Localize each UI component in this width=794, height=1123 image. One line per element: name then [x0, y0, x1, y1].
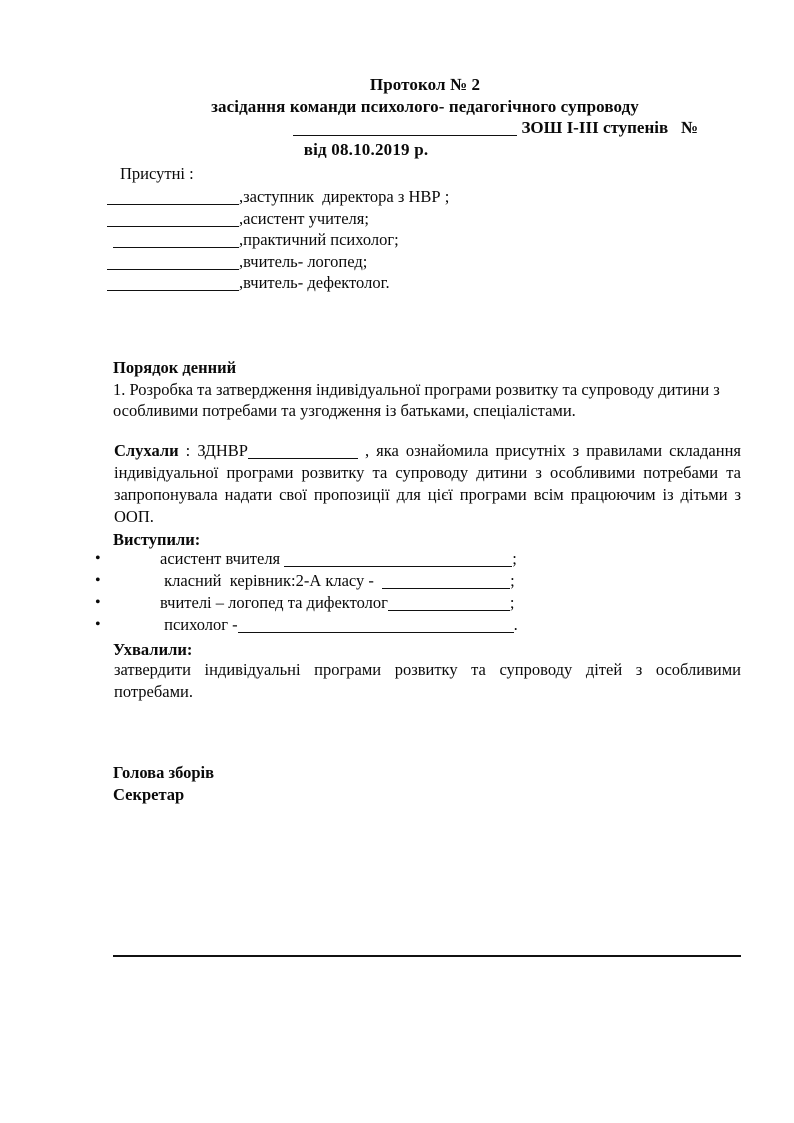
footer-divider [113, 955, 741, 957]
secretary-signature-label: Секретар [113, 784, 185, 804]
attendee-role: ,заступник директора з НВР ; [239, 187, 450, 206]
attendee-role: ,вчитель- логопед; [239, 251, 368, 271]
bullet-icon: • [95, 616, 101, 633]
document-subtitle: засідання команди психолого- педагогічного супроводу [211, 96, 639, 116]
agenda-section [113, 357, 741, 422]
spoke-item-punct: ; [509, 593, 515, 612]
spoke-item-text: класний керівник:2-А класу - [160, 571, 383, 590]
attendee-row [107, 208, 449, 230]
attendee-name-blank [107, 226, 239, 227]
bullet-icon: • [95, 572, 101, 589]
document-header [110, 74, 740, 160]
spoke-item-punct: . [513, 615, 518, 634]
chair-signature-label: Голова зборів [113, 763, 215, 782]
agenda-item-1: 1. Розробка та затвердження індивідуальної програми розвитку та супроводу дитини з особливими потребами та узгодження із батьками, спеціалістами. [113, 379, 720, 420]
list-item [95, 592, 740, 614]
attendee-row [107, 251, 449, 273]
attendee-name-blank [107, 290, 239, 291]
attendee-name-blank [107, 204, 239, 205]
signature-block [113, 762, 214, 805]
attendee-role: ,практичний психолог; [239, 230, 399, 249]
spoke-name-blank [388, 610, 510, 611]
heard-label: Слухали [114, 441, 179, 460]
attendee-row [107, 229, 449, 251]
spoke-item-punct: ; [512, 549, 517, 568]
list-item [95, 548, 740, 570]
spoke-item-text: психолог - [160, 615, 238, 634]
spoke-item-text: асистент вчителя [160, 549, 285, 568]
spoke-name-blank [284, 566, 512, 567]
school-line-label: ЗОШ I-III ступенів № [521, 118, 698, 137]
heard-body: , яка ознайомила присутніх з правилами складання індивідуальної програми розвитку та супроводу дитини з особливими потребами та запропонувала надати свої пропозиції для цієї програми всім працюючим із дітьми з ООП. [114, 441, 741, 526]
spoke-list [95, 548, 740, 636]
list-item [95, 570, 740, 592]
attendee-name-blank [107, 269, 239, 270]
list-item [95, 614, 740, 636]
spoke-name-blank [238, 632, 514, 633]
heard-role: ЗДНВР [197, 441, 248, 460]
document-title: Протокол № 2 [369, 75, 481, 94]
attendee-name-blank [113, 247, 239, 248]
attendees-list [107, 186, 449, 294]
resolved-heading: Ухвалили: [113, 640, 193, 659]
attendee-row [107, 272, 449, 294]
resolved-body: затвердити індивідуальні програми розвитку та супроводу дітей з особливими потребами. [114, 660, 741, 701]
spoke-name-blank [382, 588, 510, 589]
attendee-role: ,асистент учителя; [239, 208, 369, 228]
spoke-item-punct: ; [510, 571, 515, 590]
agenda-heading: Порядок денний [113, 358, 237, 377]
attendee-role: ,вчитель- дефектолог. [239, 273, 390, 292]
heard-section [114, 440, 741, 528]
school-name-blank [293, 135, 517, 136]
school-line [110, 117, 740, 139]
spoke-item-text: вчителі – логопед та дифектолог [160, 593, 388, 612]
bullet-icon: • [95, 594, 101, 611]
document-date: від 08.10.2019 р. [303, 139, 429, 159]
bullet-icon: • [95, 550, 101, 567]
heard-separator: : [178, 441, 198, 460]
heard-name-blank [248, 458, 358, 459]
attendees-label: Присутні : [120, 164, 194, 183]
spoke-heading: Виступили: [113, 530, 201, 549]
attendee-row [107, 186, 449, 208]
